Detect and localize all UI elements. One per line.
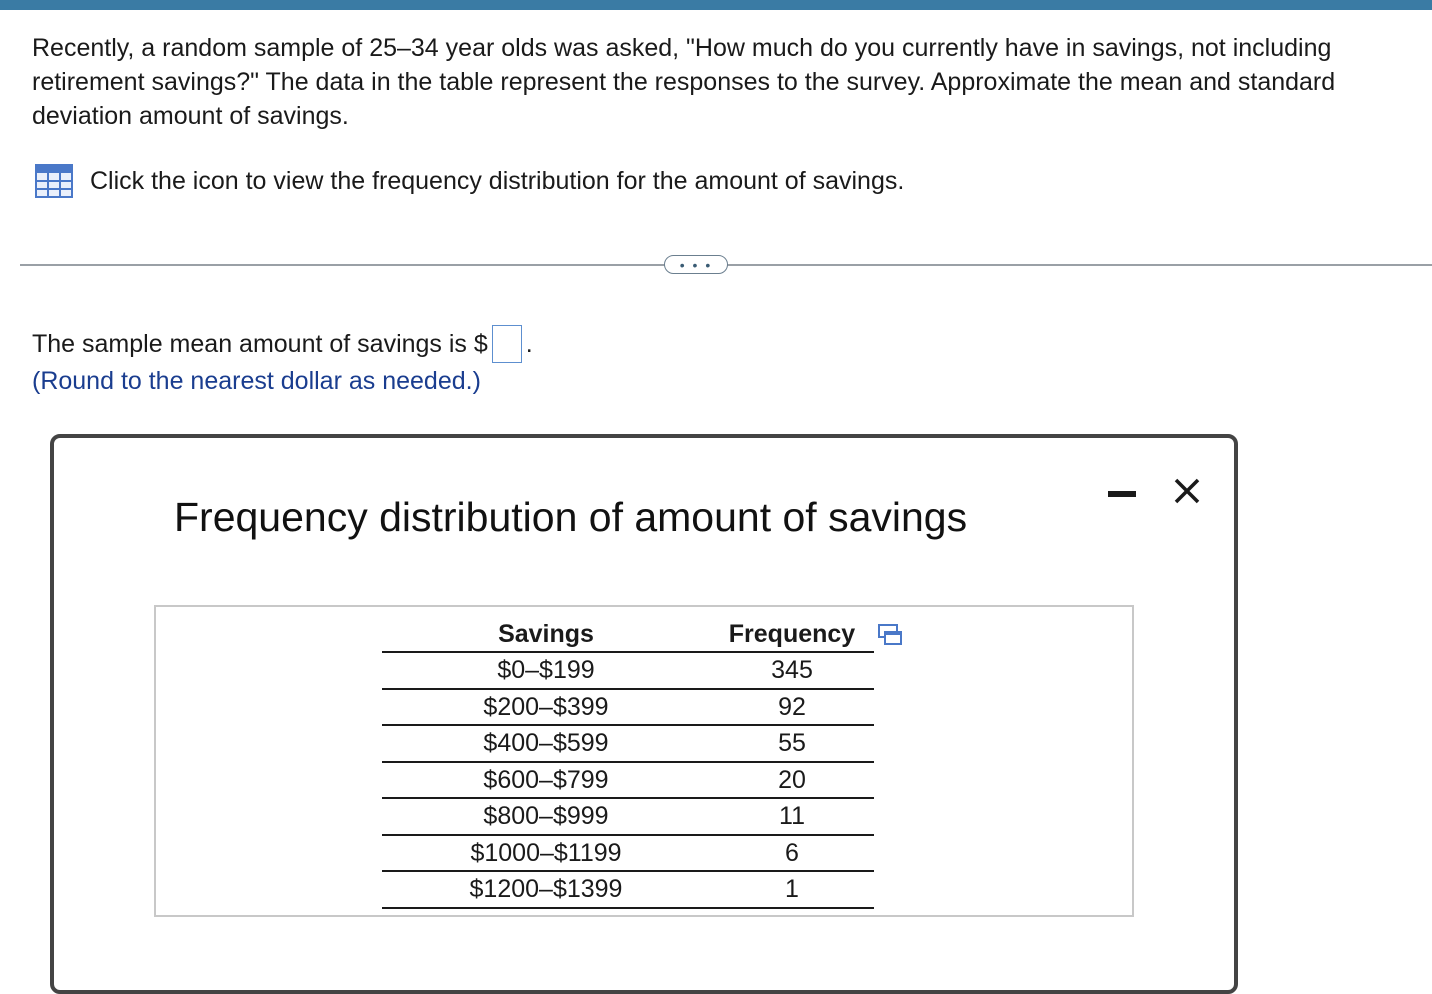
table-row <box>382 871 874 908</box>
header-frequency: Frequency <box>728 620 856 648</box>
table-row <box>382 835 874 872</box>
table-row <box>382 689 874 726</box>
more-options-button[interactable]: • • • <box>664 255 728 274</box>
frequency-cell: 6 <box>785 838 799 867</box>
savings-cell: $0–$199 <box>497 656 595 685</box>
table-grid-icon[interactable] <box>35 164 73 198</box>
table-header-row <box>382 617 874 652</box>
savings-cell: $600–$799 <box>483 765 609 794</box>
savings-cell: $400–$599 <box>483 729 609 758</box>
savings-cell: $800–$999 <box>483 802 609 831</box>
popup-title: Frequency distribution of amount of savings <box>174 494 968 540</box>
savings-cell: $200–$399 <box>483 692 609 721</box>
question-text: Recently, a random sample of 25–34 year olds was asked, "How much do you currently have in savings, not including retirement savings?" The data in the table represent the responses to the survey. Approximate the mean and standard deviation amount of savings. <box>32 34 1336 130</box>
mean-answer-input[interactable] <box>492 325 522 363</box>
copy-icon[interactable] <box>877 623 903 647</box>
savings-cell: $1200–$1399 <box>469 875 623 904</box>
minimize-icon <box>1108 491 1136 497</box>
frequency-cell: 92 <box>778 692 806 721</box>
table-row <box>382 725 874 762</box>
frequency-cell: 20 <box>778 765 806 794</box>
minimize-button[interactable] <box>1108 488 1136 500</box>
frequency-popup <box>50 434 1238 994</box>
answer-prompt: The sample mean amount of savings is $ <box>32 329 488 358</box>
rounding-hint: (Round to the nearest dollar as needed.) <box>32 367 481 395</box>
table-row <box>382 652 874 689</box>
top-accent-bar <box>0 0 1432 10</box>
close-button[interactable] <box>1170 474 1204 508</box>
frequency-table <box>382 617 874 909</box>
savings-cell: $1000–$1199 <box>470 838 622 867</box>
answer-row <box>32 322 533 366</box>
frequency-cell: 345 <box>771 656 813 685</box>
view-data-text: Click the icon to view the frequency distribution for the amount of savings. <box>90 166 905 195</box>
close-icon <box>1170 474 1204 508</box>
table-frame <box>154 605 1134 917</box>
frequency-cell: 1 <box>785 875 799 904</box>
answer-suffix: . <box>525 329 533 358</box>
header-savings: Savings <box>498 620 594 648</box>
frequency-cell: 11 <box>779 802 805 831</box>
frequency-cell: 55 <box>778 729 806 758</box>
table-row <box>382 762 874 799</box>
table-row <box>382 798 874 835</box>
view-data-row <box>35 163 904 199</box>
